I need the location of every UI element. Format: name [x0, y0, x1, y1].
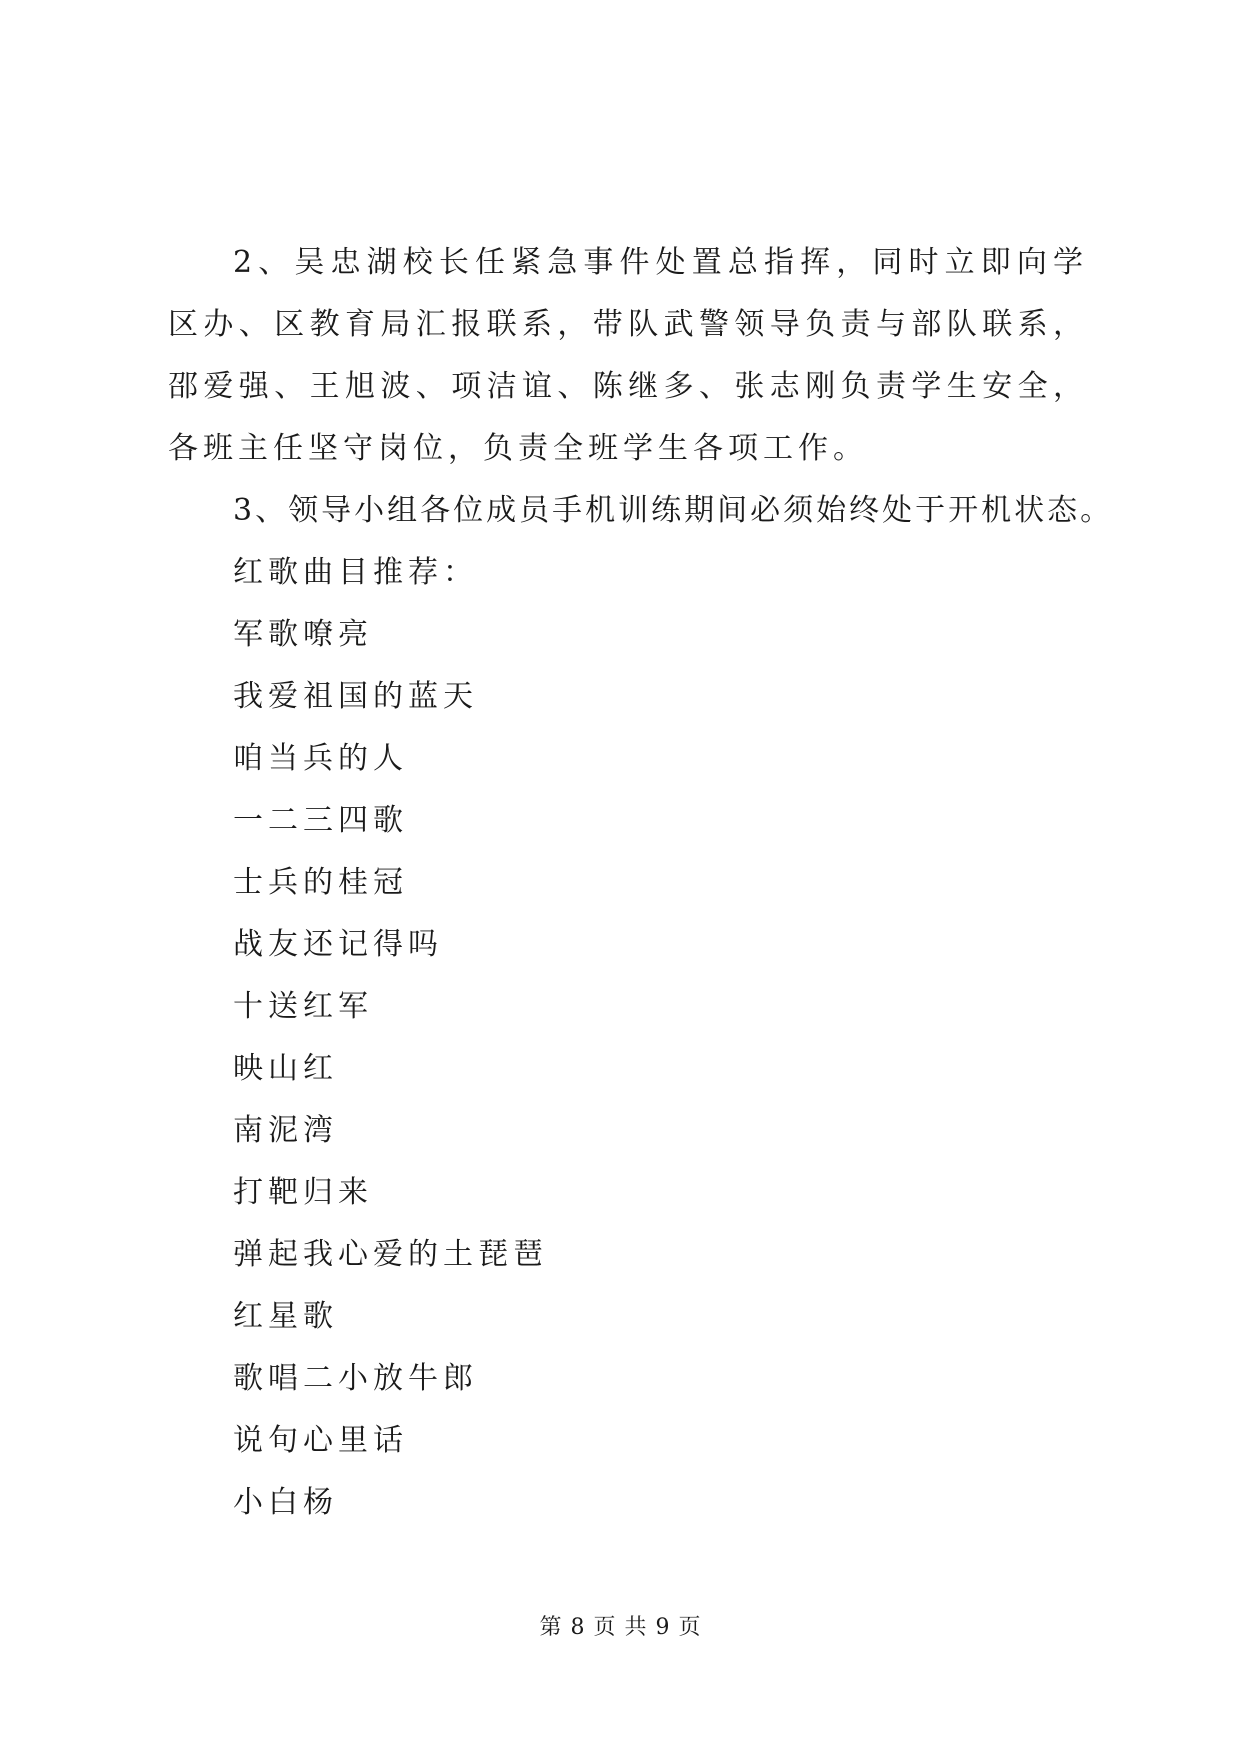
song-item: 我爱祖国的蓝天: [233, 679, 478, 714]
song-item: 弹起我心爱的土琵琶: [233, 1237, 548, 1272]
paragraph-phone-requirement: 3、领导小组各位成员手机训练期间必须始终处于开机状态。: [233, 493, 1114, 528]
song-item: 歌唱二小放牛郎: [233, 1361, 478, 1396]
song-item: 咱当兵的人: [233, 741, 408, 776]
song-item: 红星歌: [233, 1299, 338, 1334]
song-item: 战友还记得吗: [233, 927, 443, 962]
song-list: [168, 604, 1088, 1534]
song-item: 士兵的桂冠: [233, 865, 408, 900]
song-item: 十送红军: [233, 989, 373, 1024]
song-item: 小白杨: [233, 1485, 338, 1520]
page-footer: 第 8 页 共 9 页: [539, 1615, 702, 1640]
song-item: 打靶归来: [233, 1175, 373, 1210]
song-item: 说句心里话: [233, 1423, 408, 1458]
song-item: 军歌嘹亮: [233, 617, 373, 652]
song-item: 南泥湾: [233, 1113, 338, 1148]
document-body: [168, 232, 1114, 1534]
paragraph-emergency-command: 2、吴忠湖校长任紧急事件处置总指挥，同时立即向学区办、区教育局汇报联系，带队武警领导负责与部队联系，邵爱强、王旭波、项洁谊、陈继多、张志刚负责学生安全，各班主任坚守岗位，负责全班学生各项工作。: [168, 245, 1088, 466]
song-item: 映山红: [233, 1051, 338, 1086]
song-item: 一二三四歌: [233, 803, 408, 838]
songs-heading: 红歌曲目推荐：: [233, 555, 478, 590]
